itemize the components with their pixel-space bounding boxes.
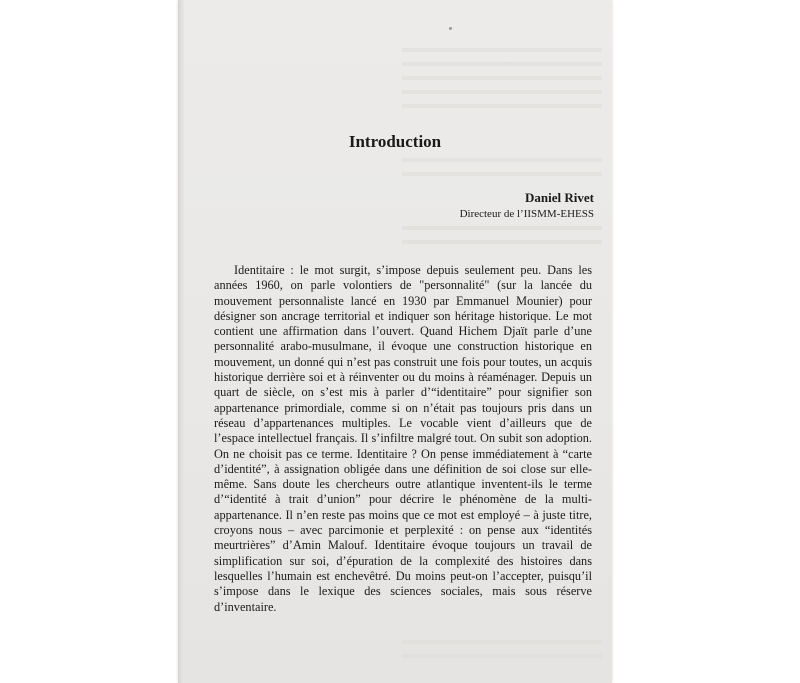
chapter-title: Introduction: [348, 132, 442, 151]
book-page: [178, 0, 612, 683]
show-through-line: [402, 48, 602, 52]
show-through-line: [402, 640, 602, 644]
body-paragraph: Identitaire : le mot surgit, s’impose depuis seulement peu. Dans les années 1960, on parle volontiers de "personnalité" (sur la lancée du mouvement personnaliste lancé en 1930 par Emmanuel Mounier) pour désigner son ancrage territorial et indiquer son héritage historique. Le mot contient une affirmation dans l’ouvert. Quand Hichem Djaït parle d’une personnalité arabo-musulmane, il évoque une construction historique en mouvement, un donné qui n’est pas construit une fois pour toutes, un acquis historique derrière soi et à réinventer ou du moins à réaménager. Depuis un quart de siècle, on s’est mis à parler d’“identitaire” pour signifier son appartenance primordiale, comme si on n’était pas toujours pris dans un réseau d’appartenances multiples. Le vocable vient d’ailleurs que de l’espace intellectuel français. Il s’infiltre malgré tout. On subit son adoption. On ne choisit pas ce terme. Identitaire ? On pense immédiatement à “carte d’identité”, à assignation obligée dans une définition de soi close sur elle-même. Sans doute les chercheurs outre atlantique inventent-ils le terme d’“identité à trait d’union” pour décrire le phénomène de la multi-appartenance. Il n’en reste pas moins que ce mot est employé – à juste titre, croyons nous – avec parcimonie et perplexité : on pense aux “identités meurtrières” d’Amin Malouf. Identitaire évoque toujours un travail de simplification sur soi, d’épuration de la complexité des histoires dans lesquelles l’humain est enchevêtré. Du moins peut-on l’accepter, puisqu’il s’impose dans le lexique des sciences sociales, mais sous réserve d’inventaire.: [214, 263, 592, 614]
show-through-line: [402, 90, 602, 94]
show-through-line: [402, 76, 602, 80]
page-speck: [449, 27, 452, 30]
show-through-line: [402, 158, 602, 162]
show-through-line: [402, 172, 602, 176]
author-affiliation: Directeur de l’IISMM-EHESS: [459, 208, 594, 220]
show-through-line: [402, 654, 602, 658]
show-through-line: [402, 226, 602, 230]
show-through-line: [402, 104, 602, 108]
show-through-line: [402, 240, 602, 244]
author-block: [460, 190, 594, 222]
show-through-line: [402, 62, 602, 66]
author-name: Daniel Rivet: [525, 190, 594, 205]
page-binding-edge: [178, 0, 184, 683]
